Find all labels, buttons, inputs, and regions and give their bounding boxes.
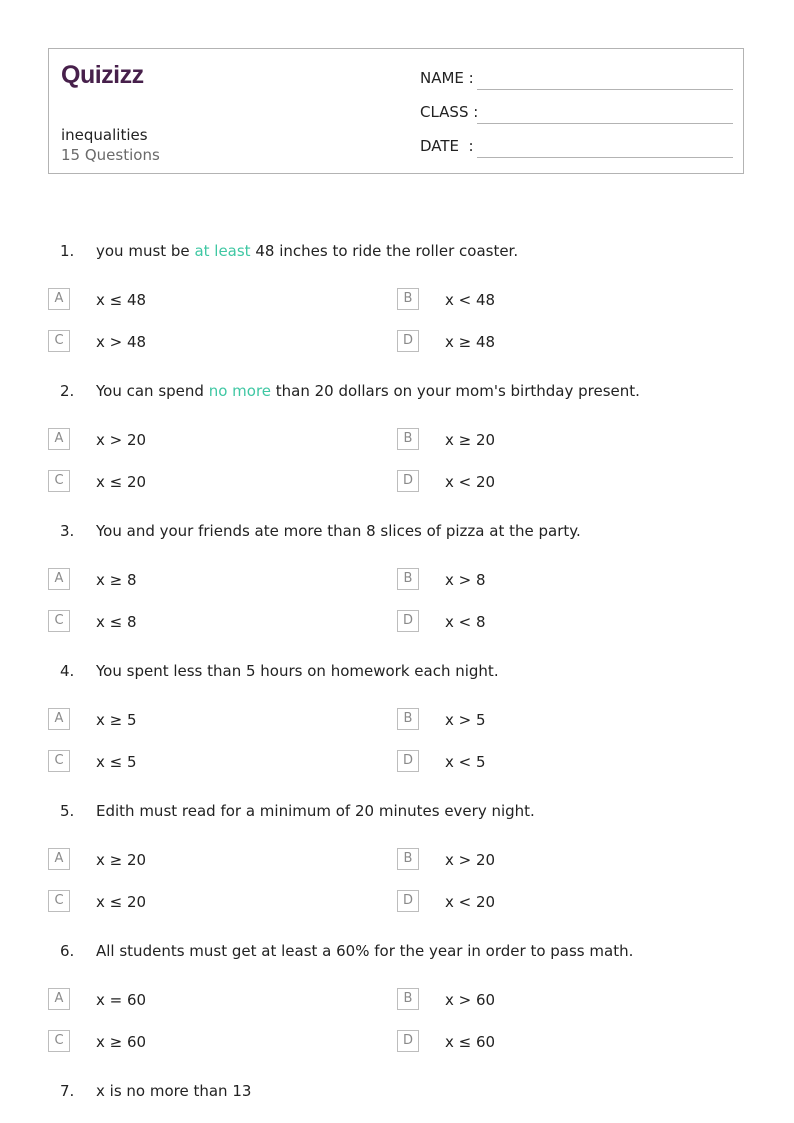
option-d-box[interactable]: D — [397, 330, 419, 352]
option-a-box[interactable]: A — [48, 428, 70, 450]
question-text — [96, 242, 518, 260]
question-number: 6. — [60, 942, 75, 960]
option-d-box[interactable]: D — [397, 890, 419, 912]
option-c-text: x ≤ 5 — [96, 753, 137, 771]
option-a-text: x ≥ 8 — [96, 571, 137, 589]
option-d-text: x < 20 — [445, 893, 496, 911]
question-number: 4. — [60, 662, 75, 680]
option-d-text: x < 20 — [445, 473, 496, 491]
option-b-text: x > 5 — [445, 711, 486, 729]
option-b-text: x > 20 — [445, 851, 496, 869]
option-c-text: x ≤ 20 — [96, 473, 147, 491]
question-number: 7. — [60, 1082, 75, 1100]
option-a-text: x ≤ 48 — [96, 291, 147, 309]
option-b-box[interactable]: B — [397, 428, 419, 450]
worksheet-header — [48, 48, 744, 174]
option-a-text: x ≥ 5 — [96, 711, 137, 729]
option-b-text: x < 48 — [445, 291, 496, 309]
option-a-text: x > 20 — [96, 431, 147, 449]
name-label: NAME : — [420, 69, 474, 87]
question-text-before: x is no more than 13 — [96, 1082, 252, 1100]
option-b-box[interactable]: B — [397, 288, 419, 310]
option-d-box[interactable]: D — [397, 750, 419, 772]
question-text-before: All students must get at least a 60% for the year in order to pass math. — [96, 942, 634, 960]
question-text-before: You spent less than 5 hours on homework each night. — [96, 662, 499, 680]
question-text — [96, 1082, 251, 1100]
question-number: 1. — [60, 242, 75, 260]
option-b-text: x ≥ 20 — [445, 431, 496, 449]
date-field[interactable] — [477, 157, 733, 158]
option-a-box[interactable]: A — [48, 288, 70, 310]
question-text-after: 48 inches to ride the roller coaster. — [250, 242, 519, 260]
worksheet-title: inequalities — [61, 126, 148, 144]
option-c-box[interactable]: C — [48, 610, 70, 632]
option-b-text: x > 60 — [445, 991, 496, 1009]
option-a-box[interactable]: A — [48, 568, 70, 590]
question-text — [96, 382, 640, 400]
option-b-box[interactable]: B — [397, 988, 419, 1010]
option-c-box[interactable]: C — [48, 470, 70, 492]
option-d-box[interactable]: D — [397, 470, 419, 492]
option-b-box[interactable]: B — [397, 568, 419, 590]
option-c-box[interactable]: C — [48, 890, 70, 912]
question-number: 3. — [60, 522, 75, 540]
option-c-text: x ≤ 8 — [96, 613, 137, 631]
question-count: 15 Questions — [61, 146, 160, 164]
question-number: 5. — [60, 802, 75, 820]
option-c-box[interactable]: C — [48, 1030, 70, 1052]
option-b-text: x > 8 — [445, 571, 486, 589]
question-text-after: than 20 dollars on your mom's birthday present. — [271, 382, 640, 400]
question-text-before: You and your friends ate more than 8 slices of pizza at the party. — [96, 522, 581, 540]
option-c-box[interactable]: C — [48, 330, 70, 352]
option-a-box[interactable]: A — [48, 848, 70, 870]
question-highlight: at least — [194, 242, 251, 260]
option-c-box[interactable]: C — [48, 750, 70, 772]
option-a-text: x ≥ 20 — [96, 851, 147, 869]
quizizz-logo: Quizizz — [61, 61, 144, 89]
option-c-text: x > 48 — [96, 333, 147, 351]
option-d-box[interactable]: D — [397, 1030, 419, 1052]
question-text — [96, 942, 633, 960]
option-b-box[interactable]: B — [397, 708, 419, 730]
option-d-box[interactable]: D — [397, 610, 419, 632]
class-label: CLASS : — [420, 103, 479, 121]
question-text — [96, 522, 581, 540]
option-c-text: x ≤ 20 — [96, 893, 147, 911]
date-label: DATE : — [420, 137, 474, 155]
option-c-text: x ≥ 60 — [96, 1033, 147, 1051]
option-d-text: x ≤ 60 — [445, 1033, 496, 1051]
question-text-before: you must be — [96, 242, 195, 260]
option-b-box[interactable]: B — [397, 848, 419, 870]
class-field[interactable] — [477, 123, 733, 124]
option-a-box[interactable]: A — [48, 988, 70, 1010]
option-d-text: x < 5 — [445, 753, 486, 771]
question-text-before: Edith must read for a minimum of 20 minutes every night. — [96, 802, 535, 820]
option-a-text: x = 60 — [96, 991, 147, 1009]
question-highlight: no more — [208, 382, 272, 400]
option-d-text: x < 8 — [445, 613, 486, 631]
question-text — [96, 662, 499, 680]
name-field[interactable] — [477, 89, 733, 90]
option-d-text: x ≥ 48 — [445, 333, 496, 351]
question-text — [96, 802, 535, 820]
option-a-box[interactable]: A — [48, 708, 70, 730]
question-number: 2. — [60, 382, 75, 400]
question-text-before: You can spend — [96, 382, 209, 400]
